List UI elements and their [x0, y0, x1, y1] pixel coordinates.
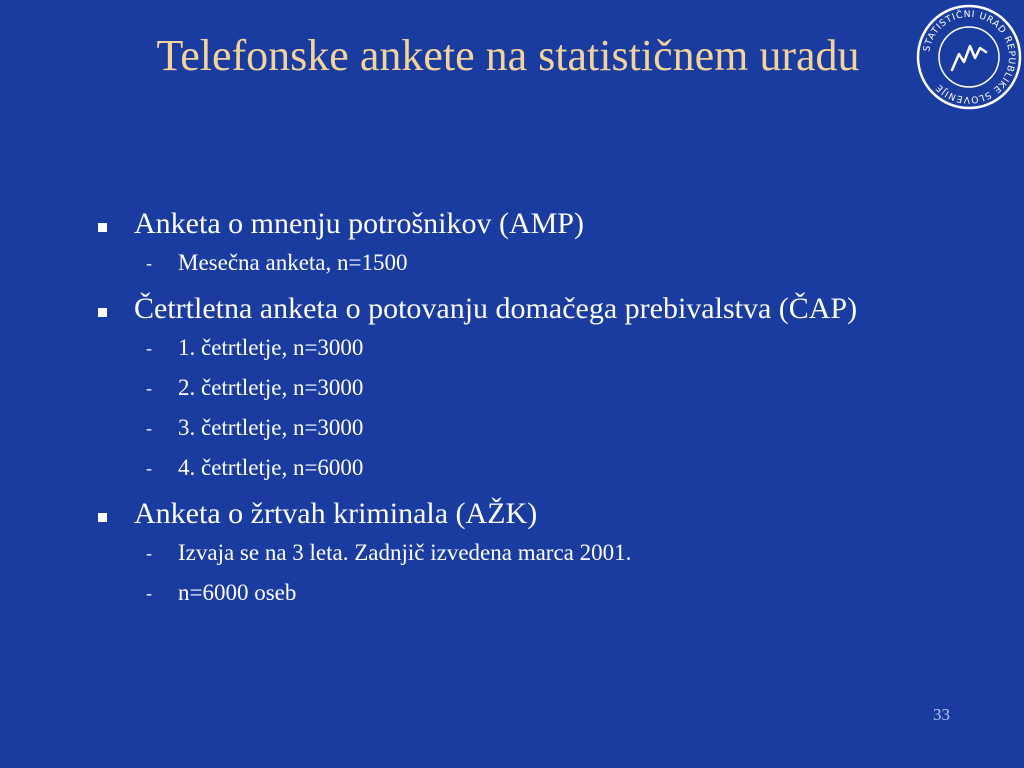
sub-list-item-text: 1. četrtletje, n=3000 — [178, 335, 364, 360]
list-item — [96, 291, 976, 326]
sub-list-item — [96, 579, 976, 607]
sub-list-item-text: Mesečna anketa, n=1500 — [178, 250, 408, 275]
list-item-text: Anketa o žrtvah kriminala (AŽK) — [134, 497, 538, 530]
sub-list-item — [96, 334, 976, 362]
dash-bullet-icon: - — [146, 543, 152, 563]
square-bullet-icon — [98, 223, 107, 232]
square-bullet-icon — [98, 308, 107, 317]
list-item-text: Četrtletna anketa o potovanju domačega prebivalstva (ČAP) — [134, 292, 858, 325]
dash-bullet-icon: - — [146, 378, 152, 398]
dash-bullet-icon: - — [146, 458, 152, 478]
square-bullet-icon — [98, 513, 107, 522]
list-item-text: Anketa o mnenju potrošnikov (AMP) — [134, 207, 584, 240]
statistical-office-seal-icon — [914, 2, 1024, 112]
sub-list-item — [96, 454, 976, 482]
sub-list-item — [96, 414, 976, 442]
sub-list-item — [96, 374, 976, 402]
sub-list-item — [96, 539, 976, 567]
logo-ring-text: STATISTIČNI URAD REPUBLIKE SLOVENIJE — [921, 8, 1018, 106]
dash-bullet-icon: - — [146, 253, 152, 273]
dash-bullet-icon: - — [146, 418, 152, 438]
bullet-list — [96, 206, 976, 619]
sub-list-item-text: 2. četrtletje, n=3000 — [178, 375, 364, 400]
sub-list-item-text: 4. četrtletje, n=6000 — [178, 455, 364, 480]
sub-list-item-text: 3. četrtletje, n=3000 — [178, 415, 364, 440]
dash-bullet-icon: - — [146, 583, 152, 603]
sub-list-item-text: n=6000 oseb — [178, 580, 297, 605]
page-number: 33 — [933, 705, 950, 724]
logo-graphic — [914, 2, 1024, 112]
sub-list-item-text: Izvaja se na 3 leta. Zadnjič izvedena marca 2001. — [178, 540, 632, 565]
sub-list-item — [96, 249, 976, 277]
list-item — [96, 206, 976, 241]
list-item — [96, 496, 976, 531]
slide-title: Telefonske ankete na statističnem uradu — [156, 31, 860, 80]
dash-bullet-icon: - — [146, 338, 152, 358]
